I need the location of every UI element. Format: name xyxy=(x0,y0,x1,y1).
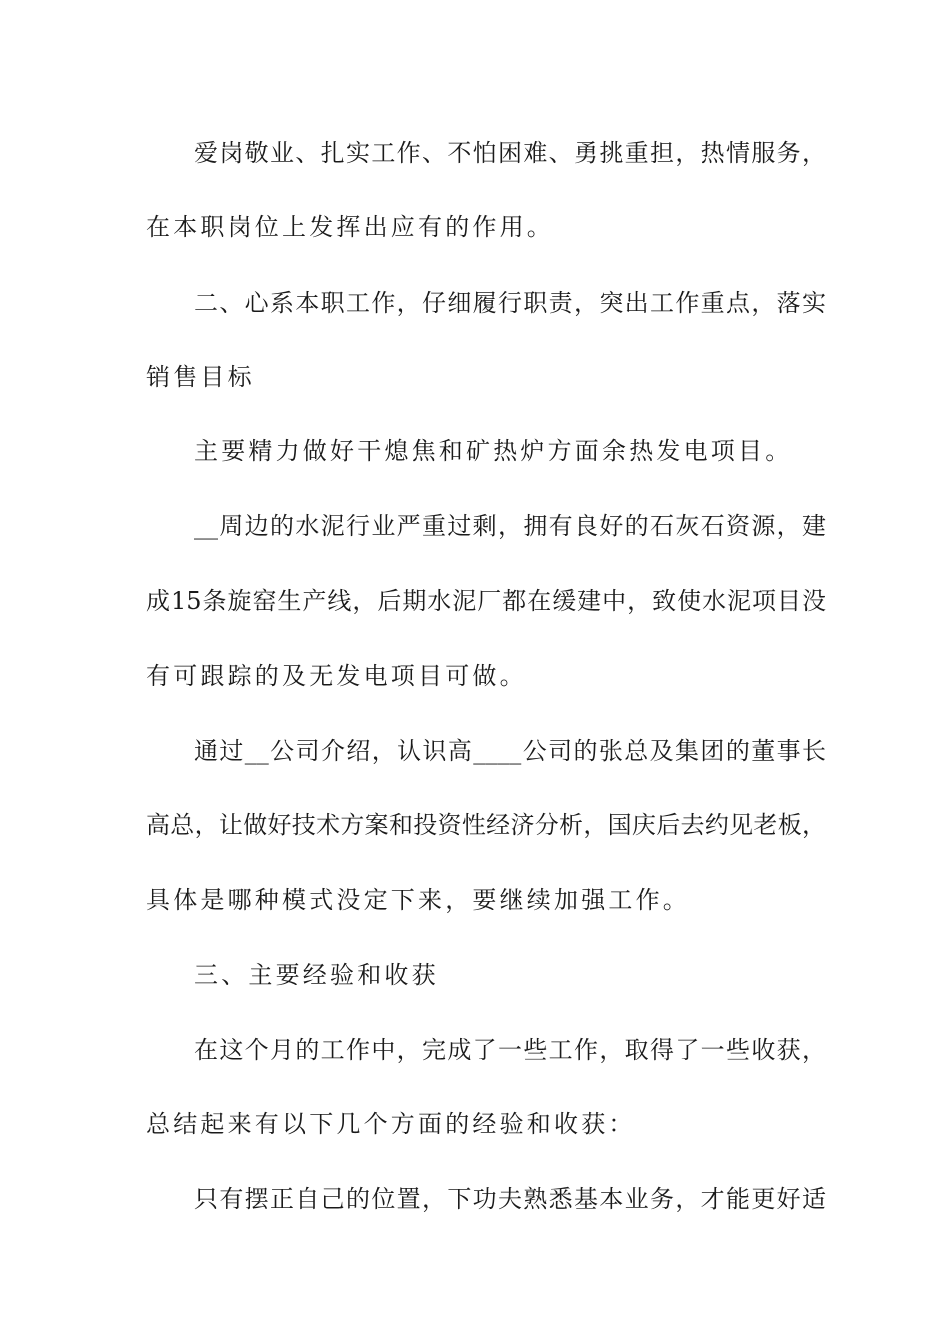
paragraph-4-line-3: 具体是哪种模式没定下来，要继续加强工作。 xyxy=(146,886,690,914)
section-2-heading-line-1: 二、心系本职工作，仔细履行职责，突出工作重点，落实 xyxy=(194,289,826,317)
paragraph-1-line-1: 爱岗敬业、扎实工作、不怕困难、勇挑重担，热情服务， xyxy=(194,139,826,167)
paragraph-3-line-2: 成15条旋窑生产线，后期水泥厂都在缓建中，致使水泥项目没 xyxy=(146,587,826,615)
section-2-heading-line-2: 销售目标 xyxy=(146,363,255,391)
paragraph-5-line-1: 在这个月的工作中，完成了一些工作，取得了一些收获， xyxy=(194,1036,826,1064)
paragraph-6-line-1: 只有摆正自己的位置，下功夫熟悉基本业务，才能更好适 xyxy=(194,1185,826,1213)
paragraph-3-line-1: __周边的水泥行业严重过剩，拥有良好的石灰石资源，建 xyxy=(194,512,826,540)
paragraph-2-line-1: 主要精力做好干熄焦和矿热炉方面余热发电项目。 xyxy=(194,437,793,465)
paragraph-5-line-2: 总结起来有以下几个方面的经验和收获： xyxy=(146,1110,636,1138)
paragraph-4-line-1: 通过__公司介绍，认识高____公司的张总及集团的董事长 xyxy=(194,737,826,765)
section-3-heading: 三、主要经验和收获 xyxy=(194,961,439,989)
paragraph-3-line-3: 有可跟踪的及无发电项目可做。 xyxy=(146,662,527,690)
paragraph-1-line-2: 在本职岗位上发挥出应有的作用。 xyxy=(146,213,554,241)
paragraph-4-line-2: 高总，让做好技术方案和投资性经济分析，国庆后去约见老板， xyxy=(146,811,826,839)
